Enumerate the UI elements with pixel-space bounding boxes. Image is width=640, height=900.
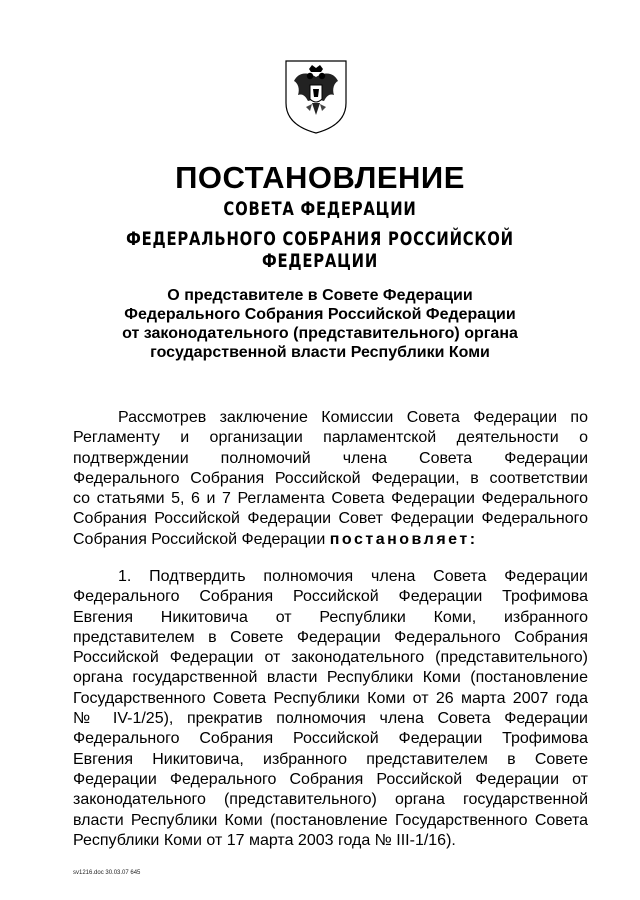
text-line: № IV-1/25), прекратив полномочия члена Совета Федерации [73, 710, 588, 728]
subject-line: О представителе в Совете Федерации [167, 287, 473, 304]
text-line: Государственного Совета Республики Коми от 26 марта 2007 года [73, 689, 588, 707]
text-line: Республики Коми от 17 марта 2003 года № III-1/16). [73, 831, 456, 849]
document-subtitle-line1: СОВЕТА ФЕДЕРАЦИИ [223, 198, 417, 220]
russian-coat-of-arms-icon [276, 55, 356, 135]
text-line: Российской Федерации от законодательного (представительного) [73, 649, 588, 667]
resolution-item-1 [73, 567, 588, 851]
subject-line: государственной власти Республики Коми [150, 344, 490, 361]
document-footer-code: sv1216.doc 30.03.07 645 [73, 870, 141, 876]
text-line: Регламенту и организации парламентской деятельности о [73, 429, 588, 447]
text-line: власти Республики Коми (постановление Государственного Совета [73, 811, 588, 829]
document-subject [0, 286, 640, 362]
document-title: ПОСТАНОВЛЕНИЕ [175, 160, 465, 195]
resolve-punct: : [469, 530, 478, 548]
text-line: Евгения Никитовича, избранного представителем в Совете [73, 750, 588, 768]
text-line: Федерального Собрания Российской Федерации Трофимова [73, 588, 588, 606]
text-line: представителем в Совете Федерации Федерального Собрания [73, 628, 588, 646]
text-line: законодательного (представительного) органа государственной [73, 791, 588, 809]
text-line: 1. Подтвердить полномочия члена Совета Федерации [118, 568, 588, 585]
text-line: органа государственной власти Республики Коми (постановление [73, 669, 588, 687]
text-line: Федерации Федерального Собрания Российской Федерации от [73, 770, 588, 788]
text-line-last [73, 530, 588, 550]
text-line: Собрания Российской Федерации Совет Федерации Федерального [73, 510, 588, 528]
text-line: Рассмотрев заключение Комиссии Совета Федерации по [118, 409, 588, 426]
text-line: Евгения Никитовича от Республики Коми, избранного [73, 608, 588, 626]
text-line: Федерального Собрания Российской Федерации, в соответствии [73, 469, 588, 487]
text-line: Собрания Российской Федерации [73, 530, 326, 548]
preamble-paragraph [73, 408, 588, 550]
document-subtitle-line2: ФЕДЕРАЛЬНОГО СОБРАНИЯ РОССИЙСКОЙ ФЕДЕРАЦИИ [126, 228, 514, 272]
subject-line: от законодательного (представительного) органа [122, 325, 518, 342]
text-line: Федерального Собрания Российской Федерации Трофимова [73, 730, 588, 748]
text-line: подтверждении полномочий члена Совета Федерации [73, 449, 588, 467]
resolve-word: постановляет [329, 530, 470, 548]
subject-line: Федерального Собрания Российской Федерации [124, 306, 516, 323]
text-line: со статьями 5, 6 и 7 Регламента Совета Федерации Федерального [73, 490, 588, 508]
